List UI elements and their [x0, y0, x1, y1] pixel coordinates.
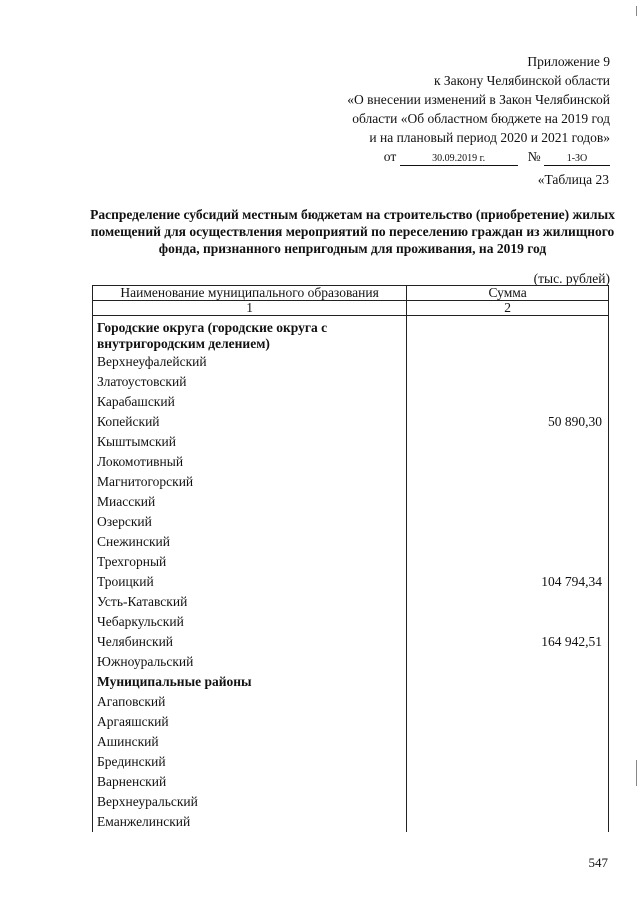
municipality-name: Копейский — [93, 412, 407, 432]
municipality-name: Агаповский — [93, 692, 407, 712]
municipality-name: Златоустовский — [93, 372, 407, 392]
table-label: «Таблица 23 — [537, 172, 609, 187]
municipality-name: Верхнеуральский — [93, 792, 407, 812]
group-label: Муниципальные районы — [93, 672, 407, 692]
subsidy-sum: 164 942,51 — [407, 632, 609, 652]
table-row — [93, 352, 609, 372]
subsidy-sum — [407, 552, 609, 572]
document-title: Распределение субсидий местным бюджетам на строительство (приобретение) жилых помещений для осуществления мероприятий по переселению граждан из жилищного фонда, признанного непригодным для проживания, на 2019 год — [90, 207, 615, 256]
table-row — [93, 772, 609, 792]
appendix-line-2: к Закону Челябинской области — [433, 73, 610, 88]
column-header-sum: Сумма — [407, 286, 609, 301]
table-row — [93, 392, 609, 412]
column-number-1: 1 — [93, 301, 407, 316]
municipality-name: Чебаркульский — [93, 612, 407, 632]
subsidy-sum — [407, 772, 609, 792]
municipality-name: Ашинский — [93, 732, 407, 752]
municipality-name: Снежинский — [93, 532, 407, 552]
table-row — [93, 692, 609, 712]
page-number: 547 — [588, 855, 608, 870]
group-label: Городские округа (городские округа с внутригородским делением) — [93, 316, 407, 353]
table-row — [93, 412, 609, 432]
subsidy-table — [92, 285, 609, 832]
table-row — [93, 512, 609, 532]
group-row-municipal-districts — [93, 672, 609, 692]
table-row — [93, 712, 609, 732]
municipality-name: Озерский — [93, 512, 407, 532]
table-row — [93, 552, 609, 572]
municipality-name: Южноуральский — [93, 652, 407, 672]
municipality-name: Челябинский — [93, 632, 407, 652]
table-row — [93, 612, 609, 632]
subsidy-sum — [407, 592, 609, 612]
law-date: 30.09.2019 г. — [400, 153, 518, 166]
column-header-name: Наименование муниципального образования — [93, 286, 407, 301]
municipality-name: Усть-Катавский — [93, 592, 407, 612]
column-number-2: 2 — [407, 301, 609, 316]
from-label: от — [383, 149, 397, 164]
appendix-line-3: «О внесении изменений в Закон Челябинской — [347, 92, 610, 107]
subsidy-sum — [407, 612, 609, 632]
subsidy-sum — [407, 492, 609, 512]
municipality-name: Брединский — [93, 752, 407, 772]
column-number-row — [93, 301, 609, 316]
subsidy-sum — [407, 512, 609, 532]
law-date-number-line — [280, 147, 610, 166]
table-row — [93, 792, 609, 812]
municipality-name: Карабашский — [93, 392, 407, 412]
municipality-name: Миасский — [93, 492, 407, 512]
subsidy-sum — [407, 472, 609, 492]
municipality-name: Троицкий — [93, 572, 407, 592]
law-number: 1-ЗО — [544, 153, 610, 166]
subsidy-sum — [407, 352, 609, 372]
subsidy-sum — [407, 752, 609, 772]
subsidy-sum — [407, 812, 609, 832]
table-row — [93, 812, 609, 832]
table-row — [93, 432, 609, 452]
subsidy-sum: 104 794,34 — [407, 572, 609, 592]
municipality-name: Верхнеуфалейский — [93, 352, 407, 372]
subsidy-sum — [407, 652, 609, 672]
scan-mark — [636, 6, 637, 16]
appendix-line-1: Приложение 9 — [527, 54, 610, 69]
table-row — [93, 632, 609, 652]
municipality-name: Кыштымский — [93, 432, 407, 452]
table-row — [93, 532, 609, 552]
subsidy-sum — [407, 372, 609, 392]
subsidy-sum — [407, 732, 609, 752]
municipality-name: Аргаяшский — [93, 712, 407, 732]
appendix-line-5: и на плановый период 2020 и 2021 годов» — [369, 130, 610, 145]
table-row — [93, 372, 609, 392]
table-row — [93, 652, 609, 672]
table-header-row — [93, 286, 609, 301]
table-row — [93, 732, 609, 752]
table-row — [93, 572, 609, 592]
table-row — [93, 452, 609, 472]
subsidy-sum: 50 890,30 — [407, 412, 609, 432]
table-row — [93, 472, 609, 492]
subsidy-sum — [407, 692, 609, 712]
subsidy-sum — [407, 432, 609, 452]
subsidy-sum — [407, 392, 609, 412]
appendix-header — [280, 52, 610, 166]
subsidy-sum — [407, 792, 609, 812]
municipality-name: Трехгорный — [93, 552, 407, 572]
municipality-name: Еманжелинский — [93, 812, 407, 832]
municipality-name: Локомотивный — [93, 452, 407, 472]
scan-mark — [636, 760, 637, 786]
appendix-line-4: области «Об областном бюджете на 2019 год — [352, 111, 610, 126]
units-label: (тыс. рублей) — [533, 271, 610, 286]
group-row-city-districts — [93, 316, 609, 353]
table-row — [93, 492, 609, 512]
subsidy-sum — [407, 452, 609, 472]
table-row — [93, 752, 609, 772]
number-label: № — [527, 149, 541, 164]
subsidy-sum — [407, 532, 609, 552]
municipality-name: Варненский — [93, 772, 407, 792]
municipality-name: Магнитогорский — [93, 472, 407, 492]
subsidy-sum — [407, 712, 609, 732]
table-row — [93, 592, 609, 612]
